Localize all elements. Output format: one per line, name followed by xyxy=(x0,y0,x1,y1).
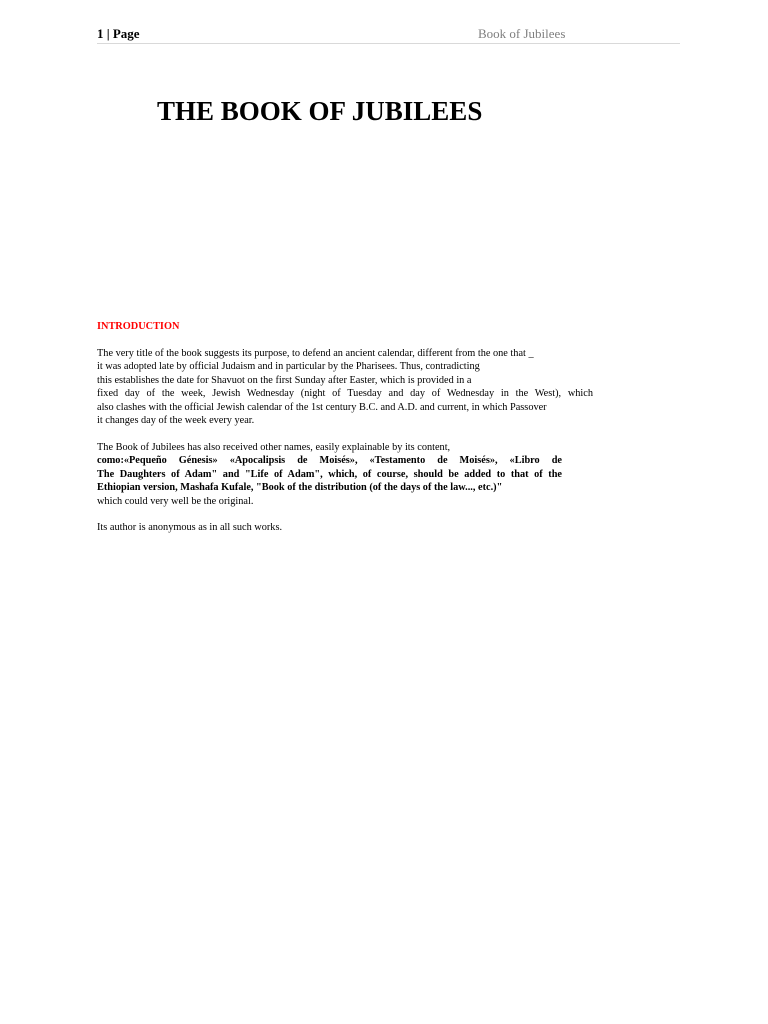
paragraph-line: also clashes with the official Jewish calendar of the 1st century B.C. and A.D. and current, in which Passover xyxy=(97,401,547,413)
paragraph-line: fixed day of the week, Jewish Wednesday (night of Tuesday and day of Wednesday in the West), which xyxy=(97,388,593,400)
paragraph-line: it was adopted late by official Judaism and in particular by the Pharisees. Thus, contradicting xyxy=(97,361,480,373)
paragraph-line: Its author is anonymous as in all such works. xyxy=(97,522,283,533)
paragraph-line: this establishes the date for Shavuot on the first Sunday after Easter, which is provided in a xyxy=(97,374,472,386)
paragraph-line: it changes day of the week every year. xyxy=(97,415,255,427)
paragraph-line: The very title of the book suggests its purpose, to defend an ancient calendar, different from the one that _ xyxy=(97,348,534,359)
running-title: Book of Jubilees xyxy=(478,26,566,41)
paragraph-author xyxy=(97,521,593,534)
page-number: 1 | Page xyxy=(97,26,140,41)
paragraph-line: which could very well be the original. xyxy=(97,495,254,507)
section-heading-introduction: INTRODUCTION xyxy=(97,321,180,332)
paragraph-line: The Daughters of Adam" and "Life of Adam", which, of course, should be added to that of the xyxy=(97,468,562,480)
paragraph-other-names xyxy=(97,441,593,508)
page-header xyxy=(97,25,680,44)
document-title: THE BOOK OF JUBILEES xyxy=(157,96,483,126)
paragraph-line: como:«Pequeño Génesis» «Apocalipsis de Moisés», «Testamento de Moisés», «Libro de xyxy=(97,455,562,467)
paragraph-line: The Book of Jubilees has also received other names, easily explainable by its content, xyxy=(97,442,451,453)
paragraph-calendar xyxy=(97,347,593,427)
paragraph-line: Ethiopian version, Mashafa Kufale, "Book of the distribution (of the days of the law..., etc.)" xyxy=(97,482,503,494)
